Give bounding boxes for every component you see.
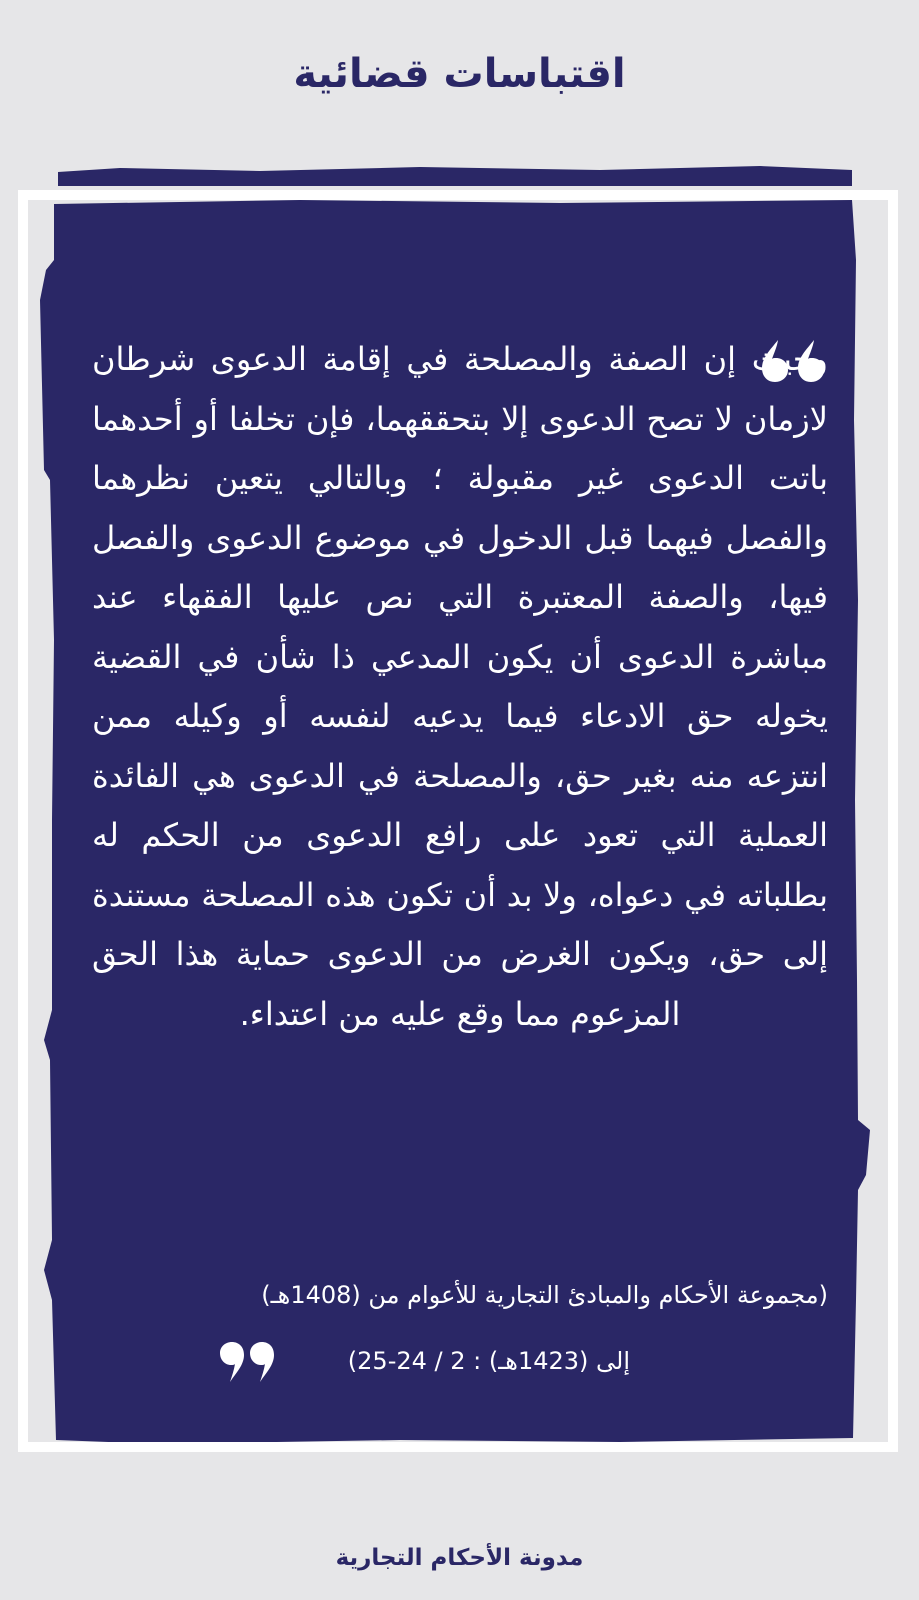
citation-line-1: (مجموعة الأحكام والمبادئ التجارية للأعوام من (1408هـ) (261, 1281, 828, 1309)
closing-quote-icon (218, 1340, 278, 1386)
footer-brand: مدونة الأحكام التجارية (335, 1545, 584, 1571)
quote-text: وحيث إن الصفة والمصلحة في إقامة الدعوى شرطان لازمان لا تصح الدعوى إلا بتحققهما، فإن تخلفا أو أحدهما باتت الدعوى غير مقبولة ؛ وبالتالي يتعين نظرهما والفصل فيهما قبل الدخول في موضوع الدعوى والفصل فيها، والصفة المعتبرة التي نص عليها الفقهاء عند مباشرة الدعوى أن يكون المدعي ذا شأن في القضية يخوله حق الادعاء فيما يدعيه لنفسه أو وكيله ممن انتزعه منه بغير حق، والمصلحة في الدعوى هي الفائدة العملية التي تعود على رافع الدعوى من الحكم له بطلباته في دعواه، ولا بد أن تكون هذه المصلحة مستندة إلى حق، ويكون الغرض من الدعوى حماية هذا الحق المزعوم مما وقع عليه من اعتداء. (92, 340, 828, 1033)
torn-edge-top (58, 166, 852, 186)
citation-line-2: إلى (1423هـ) : 2 / 24-25) (347, 1347, 630, 1375)
page-title: اقتباسات قضائية (293, 51, 626, 97)
